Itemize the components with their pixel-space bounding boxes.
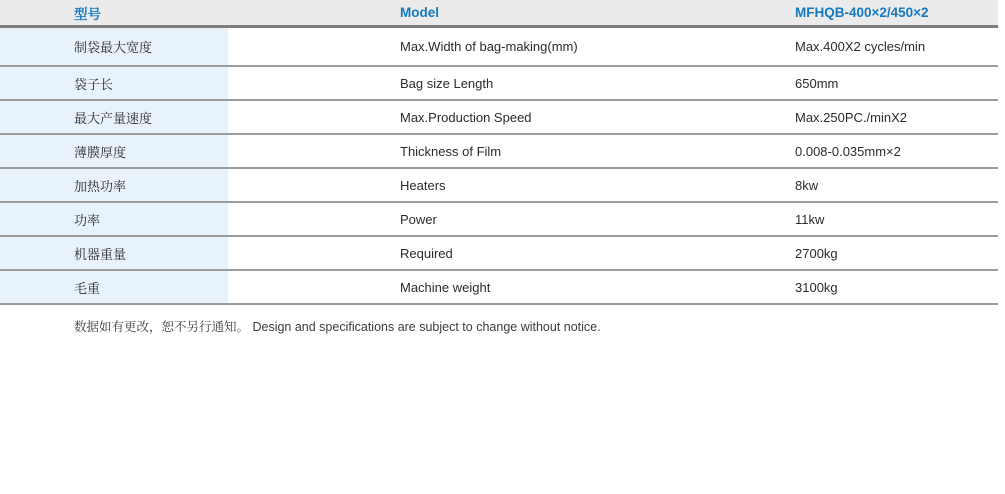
row-label-en: Machine weight xyxy=(400,279,491,295)
row-label-cn: 袋子长 xyxy=(0,67,228,99)
row-label-en: Required xyxy=(400,245,453,261)
table-row xyxy=(0,169,998,203)
row-label-en: Thickness of Film xyxy=(400,143,502,159)
row-label-cn: 制袋最大宽度 xyxy=(0,28,228,65)
header-model-number: MFHQB-400×2/450×2 xyxy=(795,5,929,20)
table-row xyxy=(0,101,998,135)
row-value: Max.250PC./minX2 xyxy=(795,109,907,125)
row-label-en: Max.Width of bag-making(mm) xyxy=(400,39,578,54)
row-label-en: Heaters xyxy=(400,177,446,193)
row-label-en: Power xyxy=(400,211,437,227)
row-value: 11kw xyxy=(795,211,825,227)
table-row xyxy=(0,28,998,67)
table-row xyxy=(0,271,998,305)
table-row xyxy=(0,203,998,237)
row-value: 8kw xyxy=(795,177,819,193)
table-header-row xyxy=(0,0,998,28)
row-label-en: Max.Production Speed xyxy=(400,109,532,125)
row-value: 3100kg xyxy=(795,279,838,295)
row-value: Max.400X2 cycles/min xyxy=(795,39,926,54)
table-row xyxy=(0,67,998,101)
row-label-cn: 功率 xyxy=(0,203,228,235)
row-label-cn: 加热功率 xyxy=(0,169,228,201)
row-label-cn: 机器重量 xyxy=(0,237,228,269)
row-label-cn: 最大产量速度 xyxy=(0,101,228,133)
row-value: 0.008-0.035mm×2 xyxy=(795,143,901,159)
header-model-label-en: Model xyxy=(400,5,439,20)
row-label-cn: 毛重 xyxy=(0,271,228,303)
header-model-label-cn: 型号 xyxy=(74,6,101,22)
row-label-en: Bag size Length xyxy=(400,75,494,91)
row-label-cn: 薄膜厚度 xyxy=(0,135,228,167)
row-value: 2700kg xyxy=(795,245,838,261)
table-row xyxy=(0,237,998,271)
row-value: 650mm xyxy=(795,75,839,91)
disclaimer-note: 数据如有更改，恕不另行通知。 Design and specifications are subject to change without notice. xyxy=(74,320,601,334)
table-row xyxy=(0,135,998,169)
